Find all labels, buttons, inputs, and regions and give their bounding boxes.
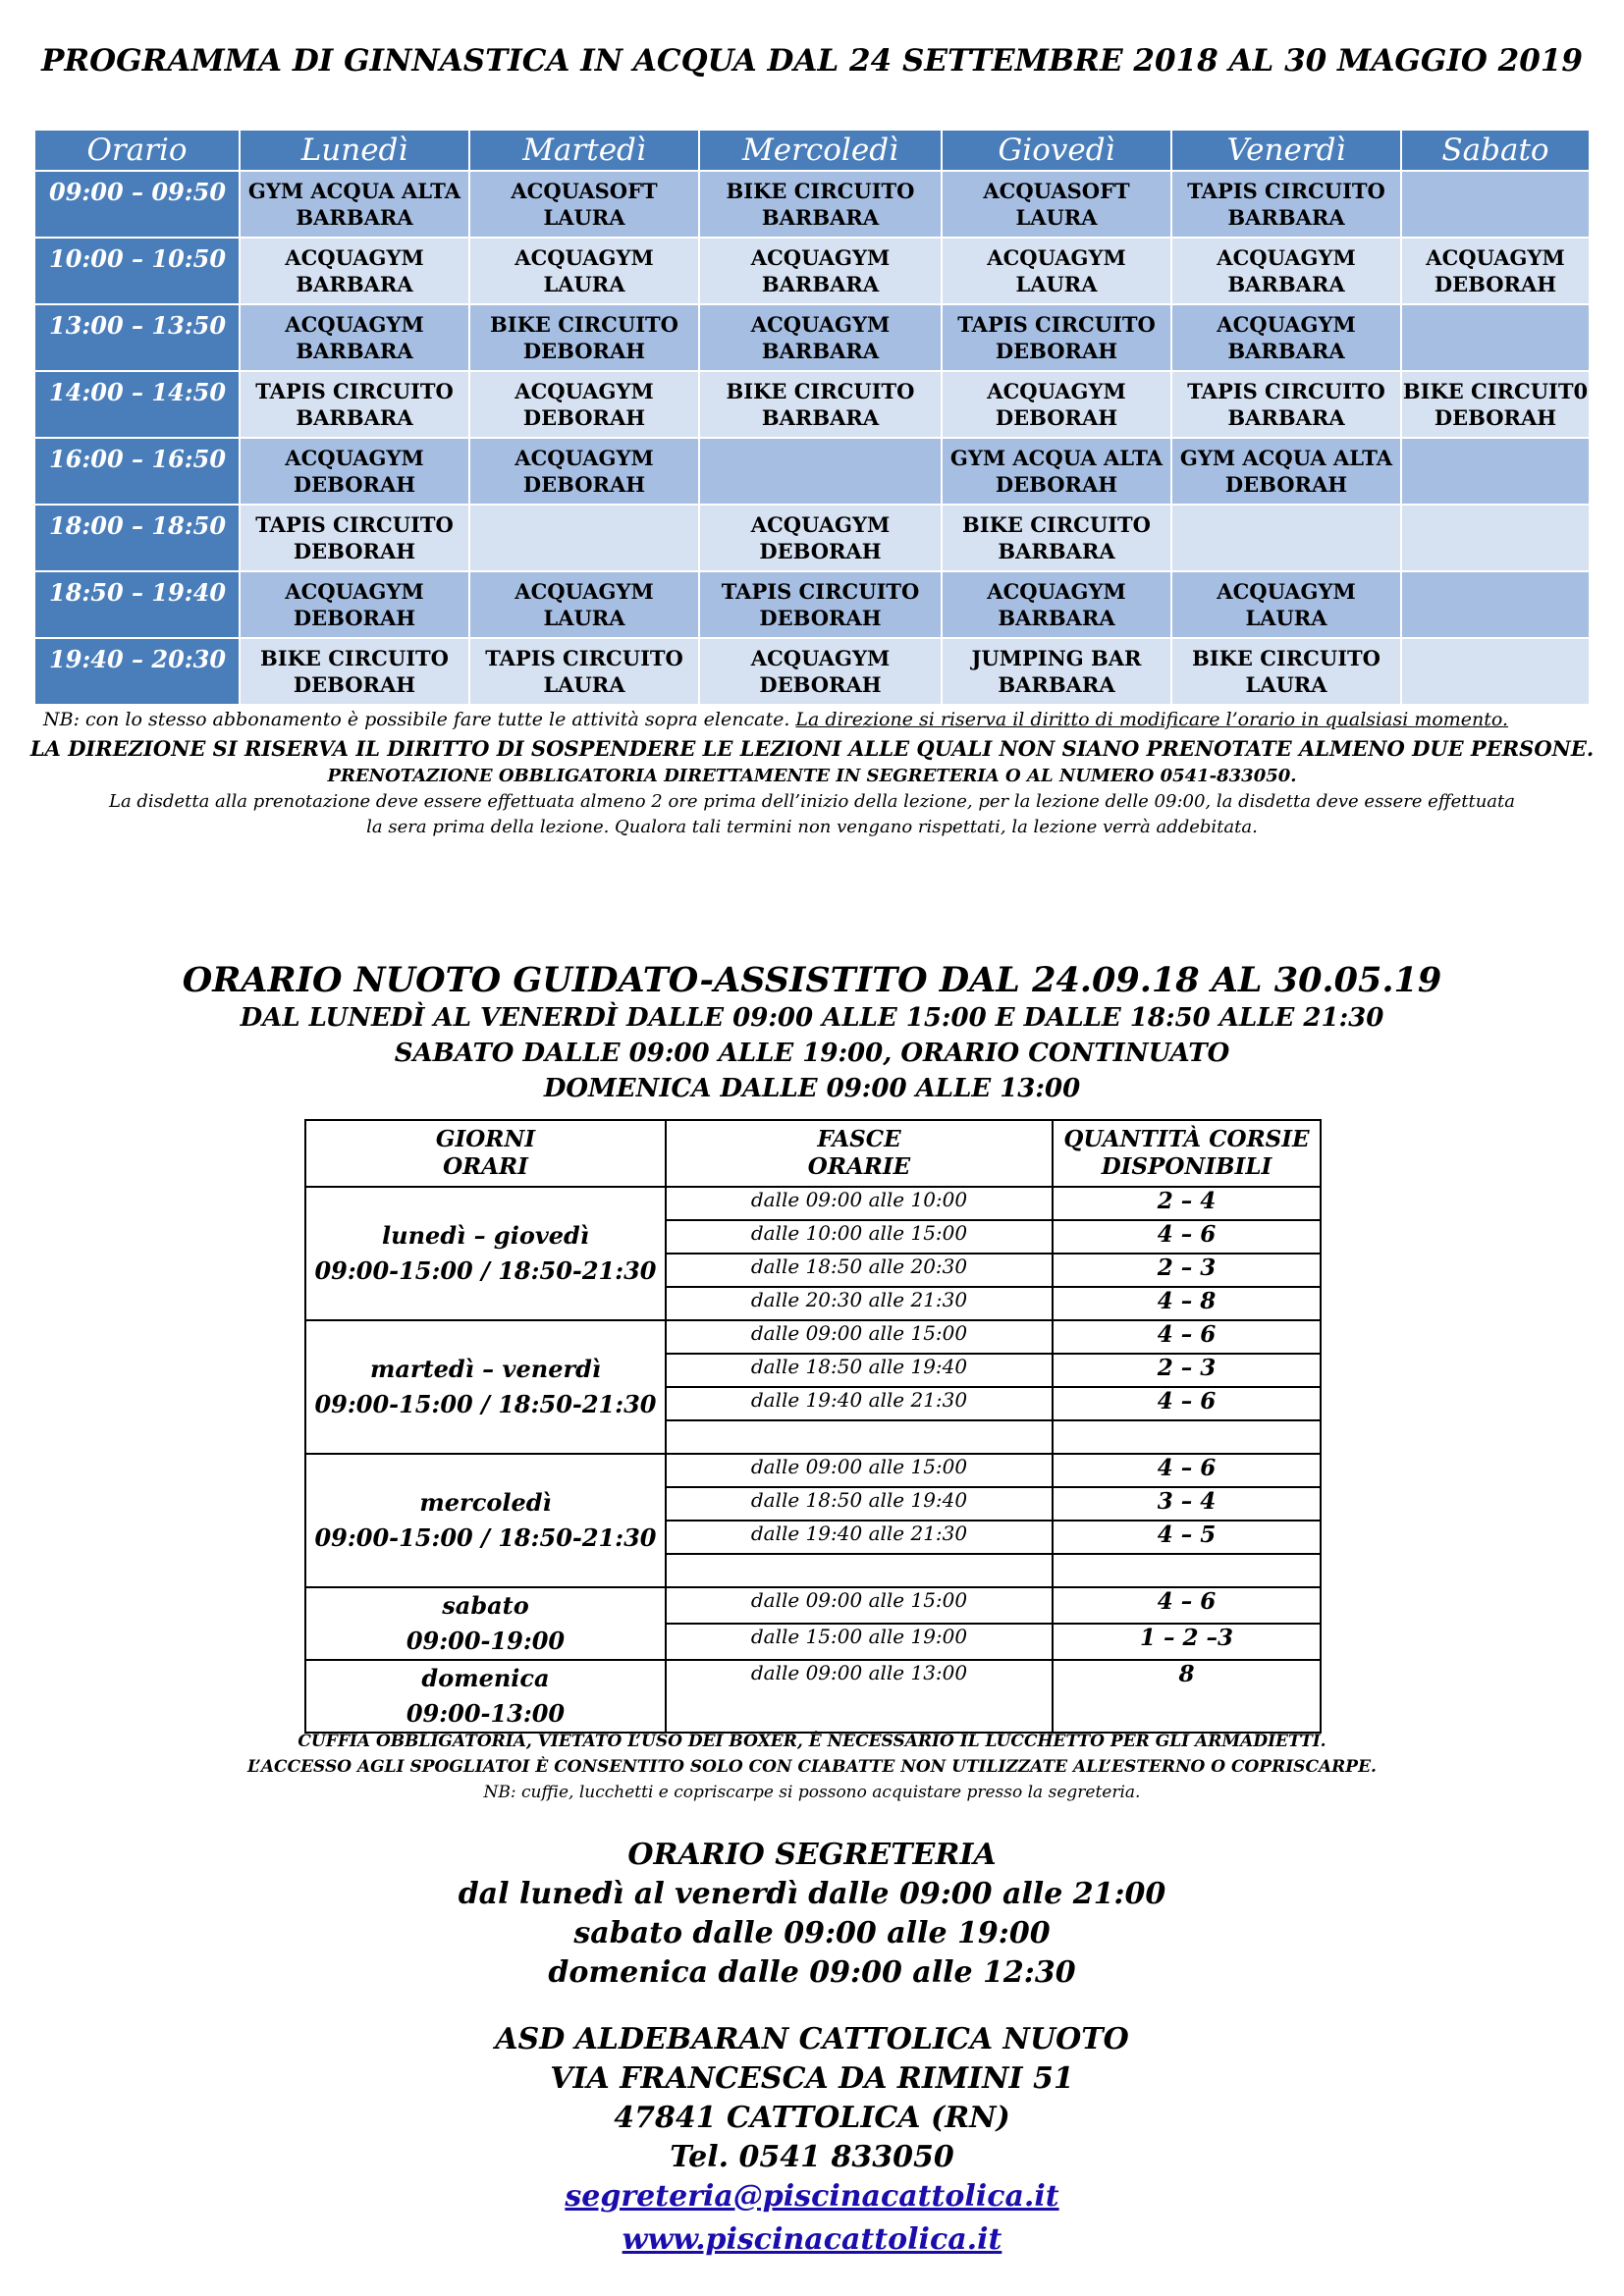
swim-time-slot: dalle 09:00 alle 15:00: [666, 1587, 1053, 1624]
instructor-name: LAURA: [543, 672, 625, 697]
instructor-name: DEBORAH: [995, 339, 1118, 363]
class-name: ACQUAGYM: [750, 245, 891, 270]
schedule-cell: [942, 304, 1171, 371]
swim-time-slot: dalle 15:00 alle 19:00: [666, 1624, 1053, 1660]
swim-time-slot: dalle 09:00 alle 15:00: [666, 1320, 1053, 1354]
contact-email-row: [0, 2179, 1624, 2214]
swim-day-hours: 09:00-15:00 / 18:50-21:30: [314, 1256, 657, 1285]
instructor-name: LAURA: [1245, 672, 1327, 697]
swim-slot-row: [305, 1660, 1321, 1733]
schedule-time: 13:00 – 13:50: [34, 304, 240, 371]
contact-web-row: [0, 2222, 1624, 2257]
schedule-time: 18:00 – 18:50: [34, 505, 240, 571]
class-name: BIKE CIRCUIT0: [1402, 379, 1589, 403]
instructor-name: DEBORAH: [293, 539, 416, 563]
schedule-row: [34, 171, 1590, 238]
swim-rule-1: CUFFIA OBBLIGATORIA, VIETATO L’USO DEI BOXER, È NECESSARIO IL LUCCHETTO PER GLI ARMADIETTI.: [298, 1732, 1326, 1751]
class-name: TAPIS CIRCUITO: [485, 646, 683, 670]
swim-lane-count: 4 – 6: [1053, 1454, 1321, 1487]
class-name: TAPIS CIRCUITO: [1187, 179, 1385, 203]
instructor-name: DEBORAH: [293, 672, 416, 697]
schedule-row: [34, 571, 1590, 638]
instructor-name: BARBARA: [998, 606, 1115, 630]
swim-slot-row: [305, 1454, 1321, 1487]
header-sabato: Sabato: [1401, 130, 1590, 171]
class-name: ACQUASOFT: [983, 179, 1130, 203]
schedule-cell: [1171, 438, 1401, 505]
instructor-name: LAURA: [1245, 606, 1327, 630]
class-name: GYM ACQUA ALTA: [1179, 446, 1393, 470]
swim-title: ORARIO NUOTO GUIDATO-ASSISTITO DAL 24.09.18 AL 30.05.19: [182, 960, 1442, 1000]
schedule-cell: [699, 171, 942, 238]
class-name: BIKE CIRCUITO: [962, 512, 1151, 537]
swim-lane-count: 4 – 6: [1053, 1320, 1321, 1354]
class-name: ACQUAGYM: [1217, 579, 1356, 604]
swim-day-name: martedì – venerdì: [369, 1355, 602, 1383]
instructor-name: DEBORAH: [293, 472, 416, 497]
swim-header-days: GIORNI ORARI: [305, 1120, 666, 1187]
schedule-cell: [469, 438, 699, 505]
swim-time-slot: dalle 09:00 alle 13:00: [666, 1660, 1053, 1733]
instructor-name: DEBORAH: [1434, 272, 1557, 296]
header-venerdi: Venerdì: [1171, 130, 1401, 171]
instructor-name: BARBARA: [1227, 272, 1345, 296]
schedule-cell: [469, 505, 699, 571]
schedule-cell: [942, 638, 1171, 705]
schedule-cell: [1171, 171, 1401, 238]
class-name: JUMPING BAR: [971, 646, 1142, 670]
class-name: ACQUAGYM: [750, 512, 891, 537]
schedule-cell: [469, 638, 699, 705]
swim-day-cell: [305, 1320, 666, 1454]
swim-time-slot: dalle 09:00 alle 10:00: [666, 1187, 1053, 1220]
schedule-cell: [942, 505, 1171, 571]
swim-header-slots: FASCE ORARIE: [666, 1120, 1053, 1187]
schedule-cell: [699, 571, 942, 638]
class-name: BIKE CIRCUITO: [490, 312, 678, 337]
class-name: ACQUAGYM: [285, 312, 424, 337]
instructor-name: BARBARA: [761, 205, 880, 230]
nb-text: NB: con lo stesso abbonamento è possibile fare tutte le attività sopra elencate.: [43, 709, 790, 730]
swim-day-name: lunedì – giovedì: [382, 1221, 589, 1250]
swim-header-lanes: QUANTITÀ CORSIE DISPONIBILI: [1053, 1120, 1321, 1187]
swim-day-hours: 09:00-13:00: [406, 1699, 566, 1728]
swim-day-name: mercoledì: [419, 1488, 552, 1517]
schedule-cell: [1401, 438, 1590, 505]
swim-day-name: domenica: [421, 1664, 550, 1692]
swim-day-hours: 09:00-19:00: [406, 1627, 566, 1655]
office-title: ORARIO SEGRETERIA: [627, 1838, 997, 1872]
swim-time-slot: dalle 18:50 alle 19:40: [666, 1487, 1053, 1521]
gym-schedule-table: [33, 129, 1591, 706]
class-name: TAPIS CIRCUITO: [721, 579, 920, 604]
header-lunedi: Lunedì: [240, 130, 469, 171]
class-name: BIKE CIRCUITO: [260, 646, 449, 670]
schedule-cell: [699, 304, 942, 371]
class-name: ACQUAGYM: [514, 245, 654, 270]
header-mercoledi: Mercoledì: [699, 130, 942, 171]
instructor-name: LAURA: [1015, 272, 1098, 296]
swim-day-hours: 09:00-15:00 / 18:50-21:30: [314, 1523, 657, 1552]
instructor-name: DEBORAH: [995, 472, 1118, 497]
schedule-time: 14:00 – 14:50: [34, 371, 240, 438]
schedule-cell: [942, 571, 1171, 638]
schedule-cell: [699, 505, 942, 571]
instructor-name: DEBORAH: [522, 405, 646, 430]
swim-day-cell: [305, 1454, 666, 1587]
swim-lane-count: 2 – 3: [1053, 1254, 1321, 1287]
contact-phone: Tel. 0541 833050: [670, 2140, 954, 2174]
email-link[interactable]: segreteria@piscinacattolica.it: [565, 2179, 1059, 2214]
schedule-cell: [1401, 505, 1590, 571]
instructor-name: BARBARA: [1227, 339, 1345, 363]
schedule-cell: [240, 505, 469, 571]
website-link[interactable]: www.piscinacattolica.it: [622, 2222, 1002, 2257]
instructor-name: BARBARA: [761, 272, 880, 296]
swim-lane-count: [1053, 1420, 1321, 1454]
swim-day-name: sabato: [442, 1591, 529, 1620]
schedule-cell: [1401, 304, 1590, 371]
schedule-cell: [1401, 171, 1590, 238]
office-weekdays: dal lunedì al venerdì dalle 09:00 alle 21:00: [458, 1877, 1166, 1911]
schedule-cell: [942, 238, 1171, 304]
instructor-name: BARBARA: [296, 272, 413, 296]
instructor-name: BARBARA: [296, 205, 413, 230]
instructor-name: DEBORAH: [522, 339, 646, 363]
swim-lane-count: 1 – 2 –3: [1053, 1624, 1321, 1660]
instructor-name: BARBARA: [1227, 405, 1345, 430]
instructor-name: BARBARA: [998, 672, 1115, 697]
class-name: BIKE CIRCUITO: [726, 379, 915, 403]
schedule-row: [34, 638, 1590, 705]
swim-slot-row: [305, 1187, 1321, 1220]
class-name: GYM ACQUA ALTA: [247, 179, 461, 203]
schedule-cell: [1171, 238, 1401, 304]
schedule-row: [34, 371, 1590, 438]
swim-day-cell: [305, 1187, 666, 1320]
swim-time-slot: [666, 1420, 1053, 1454]
schedule-cell: [469, 171, 699, 238]
nb-direction-text: La direzione si riserva il diritto di modificare l’orario in qualsiasi momento.: [795, 709, 1509, 730]
schedule-cell: [240, 238, 469, 304]
class-name: ACQUAGYM: [987, 379, 1126, 403]
swim-lane-count: 4 – 5: [1053, 1521, 1321, 1554]
swim-slot-row: [305, 1320, 1321, 1354]
swim-time-slot: [666, 1554, 1053, 1587]
instructor-name: DEBORAH: [522, 472, 646, 497]
schedule-cell: [1171, 571, 1401, 638]
swim-time-slot: dalle 10:00 alle 15:00: [666, 1220, 1053, 1254]
swim-slot-row: [305, 1587, 1321, 1624]
instructor-name: DEBORAH: [759, 606, 882, 630]
swim-subtitle-1: DAL LUNEDÌ AL VENERDÌ DALLE 09:00 ALLE 15:00 E DALLE 18:50 ALLE 21:30: [240, 1003, 1384, 1033]
schedule-cell: [240, 571, 469, 638]
class-name: ACQUAGYM: [1426, 245, 1565, 270]
schedule-cell: [240, 171, 469, 238]
swim-header-row: [305, 1120, 1321, 1187]
schedule-row: [34, 238, 1590, 304]
instructor-name: BARBARA: [1227, 205, 1345, 230]
schedule-cell: [1171, 638, 1401, 705]
instructor-name: BARBARA: [998, 539, 1115, 563]
swim-lane-count: 2 – 4: [1053, 1187, 1321, 1220]
schedule-cell: [469, 371, 699, 438]
schedule-cell: [240, 638, 469, 705]
swim-lanes-table: [304, 1119, 1322, 1734]
schedule-cell: [1171, 371, 1401, 438]
instructor-name: LAURA: [543, 606, 625, 630]
contact-name: ASD ALDEBARAN CATTOLICA NUOTO: [495, 2022, 1129, 2056]
schedule-cell: [942, 438, 1171, 505]
schedule-cell: [699, 238, 942, 304]
swim-lane-count: 4 – 6: [1053, 1220, 1321, 1254]
instructor-name: LAURA: [543, 272, 625, 296]
class-name: BIKE CIRCUITO: [1192, 646, 1380, 670]
swim-lane-count: 2 – 3: [1053, 1354, 1321, 1387]
schedule-time: 19:40 – 20:30: [34, 638, 240, 705]
schedule-header-row: [34, 130, 1590, 171]
class-name: GYM ACQUA ALTA: [949, 446, 1164, 470]
swim-lane-count: 4 – 6: [1053, 1587, 1321, 1624]
instructor-name: BARBARA: [761, 339, 880, 363]
page-title: PROGRAMMA DI GINNASTICA IN ACQUA DAL 24 SETTEMBRE 2018 AL 30 MAGGIO 2019: [41, 43, 1583, 79]
instructor-name: DEBORAH: [293, 606, 416, 630]
schedule-cell: [1401, 238, 1590, 304]
schedule-cell: [469, 238, 699, 304]
class-name: ACQUAGYM: [514, 379, 654, 403]
header-giovedi: Giovedì: [942, 130, 1171, 171]
class-name: ACQUAGYM: [750, 312, 891, 337]
swim-time-slot: dalle 19:40 alle 21:30: [666, 1387, 1053, 1420]
instructor-name: DEBORAH: [759, 539, 882, 563]
class-name: TAPIS CIRCUITO: [255, 512, 454, 537]
schedule-cell: [699, 638, 942, 705]
instructor-name: LAURA: [1015, 205, 1098, 230]
swim-lane-count: 3 – 4: [1053, 1487, 1321, 1521]
note-line-3: PRENOTAZIONE OBBLIGATORIA DIRETTAMENTE IN SEGRETERIA O AL NUMERO 0541-833050.: [327, 766, 1297, 786]
schedule-row: [34, 304, 1590, 371]
class-name: ACQUAGYM: [750, 646, 891, 670]
schedule-cell: [240, 438, 469, 505]
note-line-5: la sera prima della lezione. Qualora tali termini non vengano rispettati, la lezione verrà addebitata.: [366, 817, 1258, 837]
note-line-4: La disdetta alla prenotazione deve essere effettuata almeno 2 ore prima dell’inizio della lezione, per la lezione delle 09:00, la disdetta deve essere effettuata: [109, 791, 1515, 812]
swim-time-slot: dalle 20:30 alle 21:30: [666, 1287, 1053, 1320]
schedule-row: [34, 505, 1590, 571]
instructor-name: DEBORAH: [995, 405, 1118, 430]
schedule-time: 09:00 – 09:50: [34, 171, 240, 238]
schedule-cell: [240, 371, 469, 438]
class-name: ACQUAGYM: [514, 446, 654, 470]
office-sunday: domenica dalle 09:00 alle 12:30: [548, 1955, 1076, 1990]
office-saturday: sabato dalle 09:00 alle 19:00: [573, 1916, 1051, 1950]
swim-rule-3: NB: cuffie, lucchetti e copriscarpe si possono acquistare presso la segreteria.: [483, 1783, 1141, 1802]
swim-day-cell: [305, 1587, 666, 1660]
class-name: ACQUAGYM: [987, 245, 1126, 270]
swim-lane-count: [1053, 1554, 1321, 1587]
schedule-cell: [1171, 304, 1401, 371]
class-name: ACQUAGYM: [987, 579, 1126, 604]
swim-time-slot: dalle 18:50 alle 19:40: [666, 1354, 1053, 1387]
class-name: ACQUASOFT: [511, 179, 658, 203]
swim-day-cell: [305, 1660, 666, 1733]
swim-lane-count: 4 – 8: [1053, 1287, 1321, 1320]
instructor-name: DEBORAH: [1224, 472, 1348, 497]
swim-time-slot: dalle 19:40 alle 21:30: [666, 1521, 1053, 1554]
schedule-cell: [1401, 638, 1590, 705]
instructor-name: BARBARA: [296, 405, 413, 430]
schedule-row: [34, 438, 1590, 505]
schedule-cell: [469, 571, 699, 638]
schedule-cell: [240, 304, 469, 371]
schedule-cell: [469, 304, 699, 371]
swim-lane-count: 8: [1053, 1660, 1321, 1733]
instructor-name: LAURA: [543, 205, 625, 230]
schedule-cell: [942, 371, 1171, 438]
schedule-cell: [699, 371, 942, 438]
swim-subtitle-2: SABATO DALLE 09:00 ALLE 19:00, ORARIO CONTINUATO: [394, 1039, 1230, 1068]
class-name: TAPIS CIRCUITO: [1187, 379, 1385, 403]
class-name: ACQUAGYM: [285, 245, 424, 270]
contact-street: VIA FRANCESCA DA RIMINI 51: [550, 2061, 1074, 2096]
class-name: ACQUAGYM: [285, 579, 424, 604]
class-name: TAPIS CIRCUITO: [957, 312, 1156, 337]
note-line-1: [43, 709, 1614, 730]
swim-lane-count: 4 – 6: [1053, 1387, 1321, 1420]
schedule-time: 10:00 – 10:50: [34, 238, 240, 304]
class-name: ACQUAGYM: [285, 446, 424, 470]
schedule-cell: [699, 438, 942, 505]
instructor-name: DEBORAH: [1434, 405, 1557, 430]
header-martedi: Martedì: [469, 130, 699, 171]
class-name: TAPIS CIRCUITO: [255, 379, 454, 403]
swim-time-slot: dalle 18:50 alle 20:30: [666, 1254, 1053, 1287]
class-name: ACQUAGYM: [1217, 245, 1356, 270]
schedule-cell: [1401, 571, 1590, 638]
swim-day-hours: 09:00-15:00 / 18:50-21:30: [314, 1390, 657, 1418]
schedule-cell: [942, 171, 1171, 238]
header-orario: Orario: [34, 130, 240, 171]
schedule-time: 16:00 – 16:50: [34, 438, 240, 505]
swim-subtitle-3: DOMENICA DALLE 09:00 ALLE 13:00: [543, 1074, 1081, 1103]
contact-city: 47841 CATTOLICA (RN): [614, 2101, 1010, 2135]
class-name: ACQUAGYM: [1217, 312, 1356, 337]
schedule-cell: [1401, 371, 1590, 438]
class-name: BIKE CIRCUITO: [726, 179, 915, 203]
schedule-cell: [1171, 505, 1401, 571]
class-name: ACQUAGYM: [514, 579, 654, 604]
instructor-name: BARBARA: [761, 405, 880, 430]
swim-time-slot: dalle 09:00 alle 15:00: [666, 1454, 1053, 1487]
swim-rule-2: L’ACCESSO AGLI SPOGLIATOI È CONSENTITO SOLO CON CIABATTE NON UTILIZZATE ALL’ESTERNO O COPRISCARPE.: [247, 1757, 1377, 1777]
schedule-time: 18:50 – 19:40: [34, 571, 240, 638]
instructor-name: DEBORAH: [759, 672, 882, 697]
note-line-2: LA DIREZIONE SI RISERVA IL DIRITTO DI SOSPENDERE LE LEZIONI ALLE QUALI NON SIANO PRENOTATE ALMENO DUE PERSONE.: [29, 736, 1595, 761]
instructor-name: BARBARA: [296, 339, 413, 363]
